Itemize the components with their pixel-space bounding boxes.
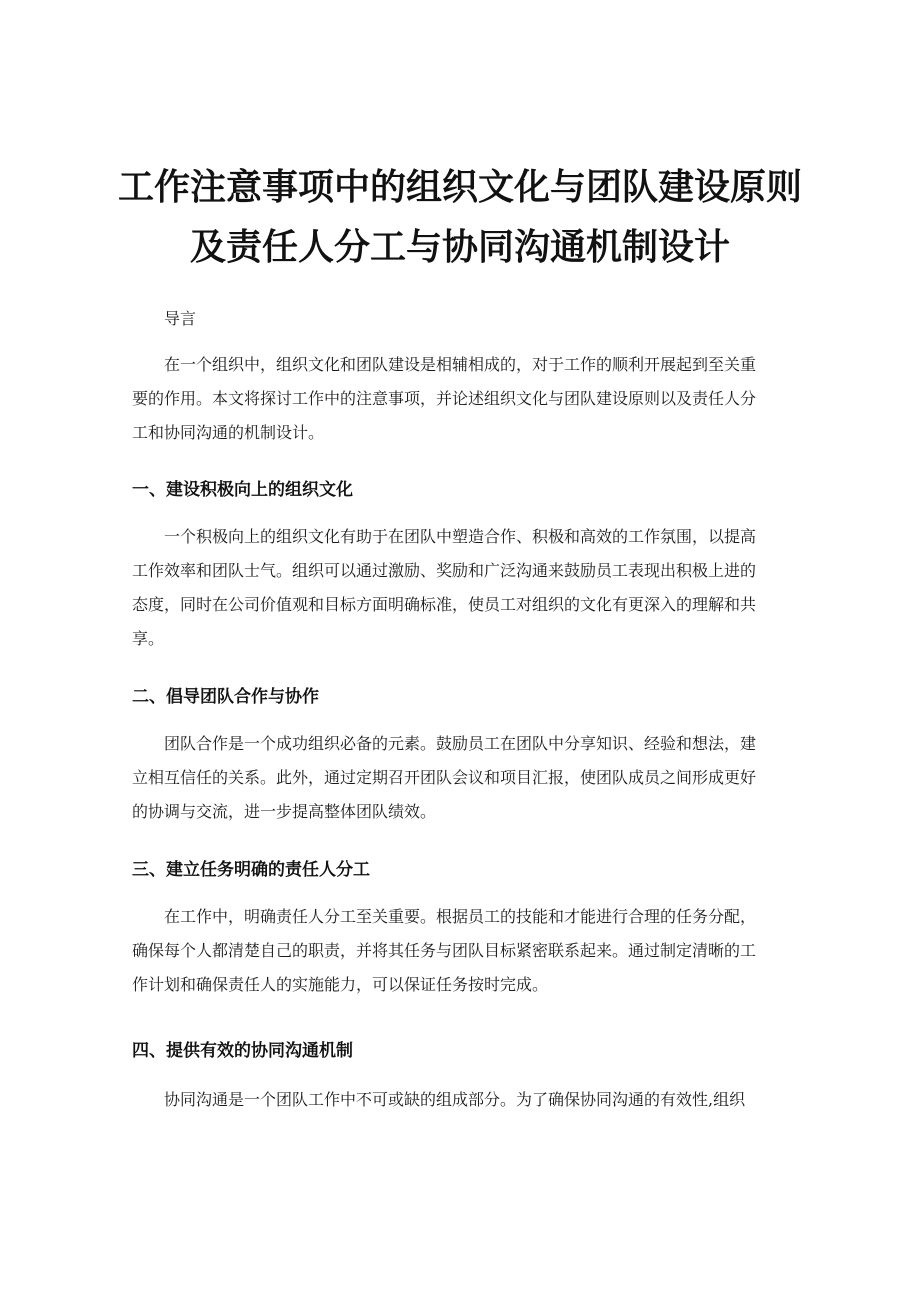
section-heading-3: 三、建立任务明确的责任人分工 <box>132 860 370 880</box>
intro-paragraph <box>132 348 792 450</box>
paragraph-line: 态度，同时在公司价值观和目标方面明确标准，使员工对组织的文化有更深入的理解和共 <box>132 595 757 614</box>
section-heading-2: 二、倡导团队合作与协作 <box>132 687 319 707</box>
paragraph-line: 作计划和确保责任人的实施能力，可以保证任务按时完成。 <box>132 975 549 994</box>
section-paragraph-4 <box>132 1083 792 1117</box>
paragraph-line: 在一个组织中，组织文化和团队建设是相辅相成的，对于工作的顺利开展起到至关重 <box>164 355 757 374</box>
section-heading-4: 四、提供有效的协同沟通机制 <box>132 1041 353 1061</box>
document-title-line-1: 工作注意事项中的组织文化与团队建设原则 <box>117 167 802 208</box>
paragraph-line: 在工作中，明确责任人分工至关重要。根据员工的技能和才能进行合理的任务分配， <box>164 907 757 926</box>
paragraph-line: 享。 <box>132 629 165 648</box>
section-paragraph-3 <box>132 900 792 1002</box>
paragraph-line: 确保每个人都清楚自己的职责，并将其任务与团队目标紧密联系起来。通过制定清晰的工 <box>132 941 757 960</box>
paragraph-line: 立相互信任的关系。此外，通过定期召开团队会议和项目汇报，使团队成员之间形成更好 <box>132 768 757 787</box>
paragraph-line: 工作效率和团队士气。组织可以通过激励、奖励和广泛沟通来鼓励员工表现出积极上进的 <box>132 561 757 580</box>
section-paragraph-1 <box>132 520 792 656</box>
paragraph-line: 工和协同沟通的机制设计。 <box>132 423 325 442</box>
paragraph-line: 协同沟通是一个团队工作中不可或缺的组成部分。为了确保协同沟通的有效性,组织 <box>164 1090 746 1109</box>
section-paragraph-2 <box>132 727 792 829</box>
document-title-line-2: 及责任人分工与协同沟通机制设计 <box>189 227 730 268</box>
paragraph-line: 一个积极向上的组织文化有助于在团队中塑造合作、积极和高效的工作氛围，以提高 <box>164 527 757 546</box>
intro-label: 导言 <box>164 309 197 328</box>
paragraph-line: 要的作用。本文将探讨工作中的注意事项，并论述组织文化与团队建设原则以及责任人分 <box>132 389 757 408</box>
section-heading-1: 一、建设积极向上的组织文化 <box>132 480 353 500</box>
paragraph-line: 的协调与交流，进一步提高整体团队绩效。 <box>132 802 437 821</box>
paragraph-line: 团队合作是一个成功组织必备的元素。鼓励员工在团队中分享知识、经验和想法，建 <box>164 734 757 753</box>
